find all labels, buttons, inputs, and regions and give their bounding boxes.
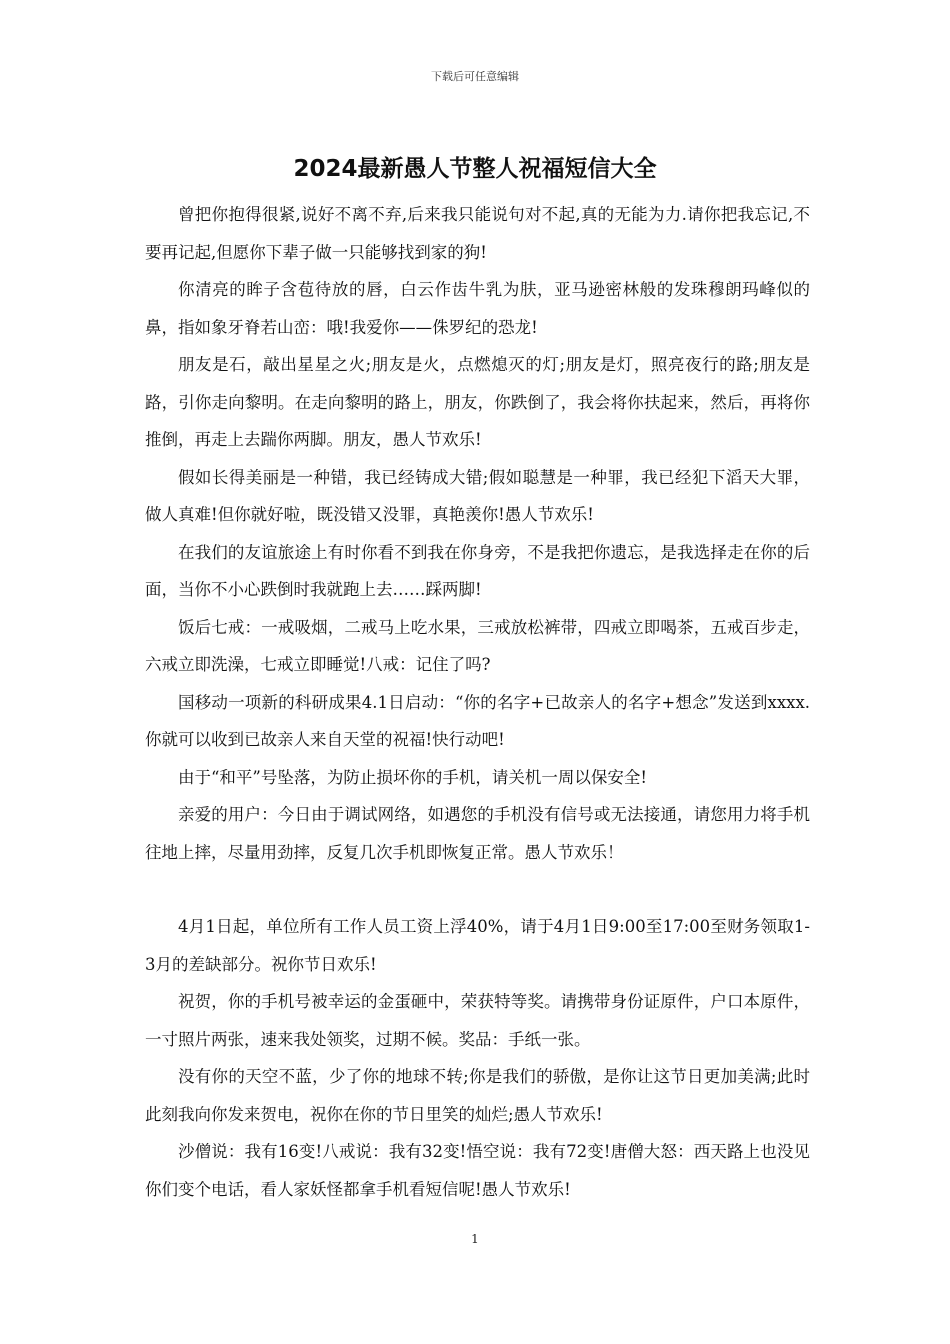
paragraph: 沙僧说：我有16变!八戒说：我有32变!悟空说：我有72变!唐僧大怒：西天路上也没见你们变个电话，看人家妖怪都拿手机看短信呢!愚人节欢乐! xyxy=(145,1142,810,1199)
paragraph: 假如长得美丽是一种错，我已经铸成大错;假如聪慧是一种罪，我已经犯下滔天大罪，做人真难!但你就好啦，既没错又没罪，真艳羡你!愚人节欢乐! xyxy=(145,467,810,524)
paragraph: 4月1日起，单位所有工作人员工资上浮40%，请于4月1日9:00至17:00至财务领取1-3月的差缺部分。祝你节日欢乐! xyxy=(145,917,810,974)
paragraph: 亲爱的用户：今日由于调试网络，如遇您的手机没有信号或无法接通，请您用力将手机往地上摔，尽量用劲摔，反复几次手机即恢复正常。愚人节欢乐！ xyxy=(145,805,810,862)
paragraph: 你清亮的眸子含苞待放的唇，白云作齿牛乳为肤，亚马逊密林般的发珠穆朗玛峰似的鼻，指如象牙脊若山峦：哦!我爱你——侏罗纪的恐龙! xyxy=(145,280,810,337)
paragraph: 由于“和平”号坠落，为防止损坏你的手机，请关机一周以保安全! xyxy=(178,767,648,787)
page-number: 1 xyxy=(471,1232,479,1246)
paragraph: 没有你的天空不蓝，少了你的地球不转;你是我们的骄傲，是你让这节日更加美满;此时此刻我向你发来贺电，祝你在你的节日里笑的灿烂;愚人节欢乐! xyxy=(145,1067,810,1124)
paragraph: 在我们的友谊旅途上有时你看不到我在你身旁，不是我把你遗忘，是我选择走在你的后面，当你不小心跌倒时我就跑上去……踩两脚! xyxy=(145,542,810,599)
paragraph: 饭后七戒：一戒吸烟，二戒马上吃水果，三戒放松裤带，四戒立即喝茶，五戒百步走，六戒立即洗澡，七戒立即睡觉!八戒：记住了吗? xyxy=(145,617,810,674)
paragraph: 祝贺，你的手机号被幸运的金蛋砸中，荣获特等奖。请携带身份证原件，户口本原件，一寸照片两张，速来我处领奖，过期不候。奖品：手纸一张。 xyxy=(145,992,810,1049)
paragraph-spacer xyxy=(145,871,810,908)
paragraph: 朋友是石，敲出星星之火;朋友是火，点燃熄灭的灯;朋友是灯，照亮夜行的路;朋友是路，引你走向黎明。在走向黎明的路上，朋友，你跌倒了，我会将你扶起来，然后，再将你推倒，再走上去踹你两脚。朋友，愚人节欢乐! xyxy=(145,355,810,449)
paragraph: 曾把你抱得很紧,说好不离不弃,后来我只能说句对不起,真的无能为力.请你把我忘记,不要再记起,但愿你下辈子做一只能够找到家的狗! xyxy=(145,205,810,262)
document-title: 2024最新愚人节整人祝福短信大全 xyxy=(293,156,657,182)
document-body xyxy=(145,196,810,1208)
header-note: 下载后可任意编辑 xyxy=(431,70,519,83)
paragraph: 国移动一项新的科研成果4.1日启动：“你的名字+已故亲人的名字+想念”发送到xxxx.你就可以收到已故亲人来自天堂的祝福!快行动吧! xyxy=(145,692,810,749)
